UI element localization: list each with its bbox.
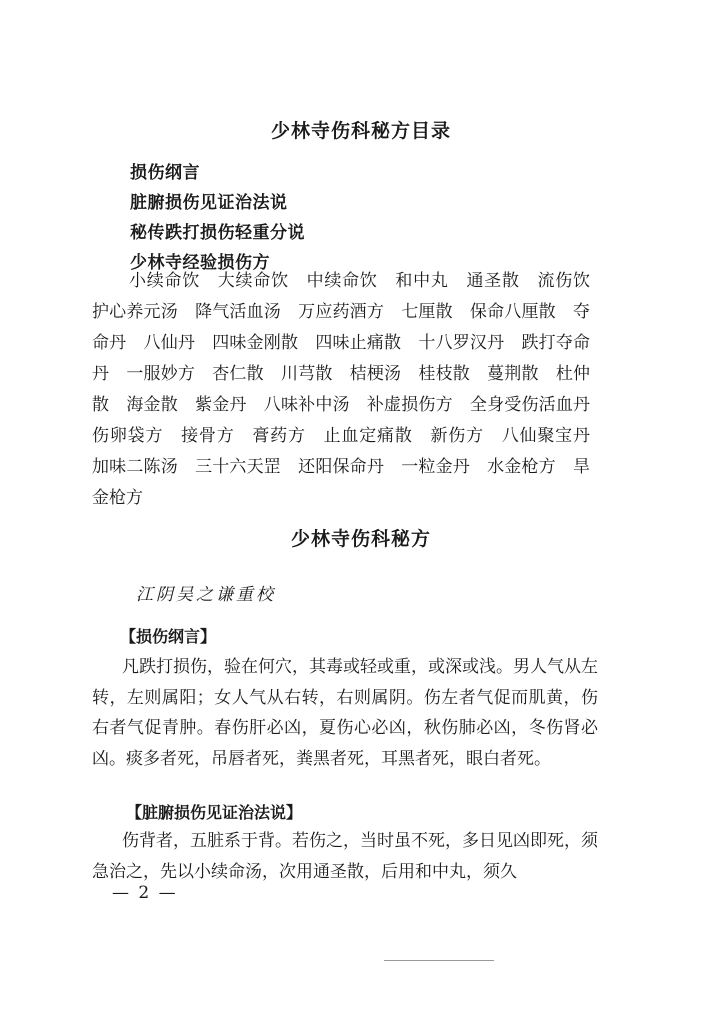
section-text-organ-injury: 伤背者，五脏系于背。若伤之，当时虽不死，多日见凶即死，须急治之，先以小续命汤，次用通圣散，后用和中丸，须久: [92, 831, 598, 882]
toc-heading-4: 少林寺经验损伤方: [130, 253, 270, 273]
toc-heading-3: 秘传跌打损伤轻重分说: [130, 223, 305, 243]
toc-heading-2: 脏腑损伤见证治法说: [130, 193, 288, 213]
toc-title: 少林寺伤科秘方目录: [270, 120, 451, 142]
main-title: 少林寺伤科秘方: [290, 528, 431, 550]
section-heading-organ-injury: 【脏腑损伤见证治法说】: [126, 803, 303, 822]
bottom-divider: [384, 960, 494, 961]
section-heading-injury-outline: 【损伤纲言】: [120, 627, 217, 646]
toc-heading-1: 损伤纲言: [130, 163, 200, 183]
section-text-injury-outline: 凡跌打损伤，验在何穴，其毒或轻或重，或深或浅。男人气从左转，左则属阳；女人气从右转，右则属阴。伤左者气促而肌黄，伤右者气促青肿。春伤肝必凶，夏伤心必凶，秋伤肺必凶，冬伤肾必凶。痰多者死，吊唇者死，粪黑者死，耳黑者死，眼白者死。: [92, 657, 598, 769]
toc-prescription-list: 小续命饮 大续命饮 中续命饮 和中丸 通圣散 流伤饮 护心养元汤 降气活血汤 万应药酒方 七厘散 保命八厘散 夺命丹 八仙丹 四味金刚散 四味止痛散 十八罗汉丹 跌打夺命丹 一服妙方 杏仁散 川芎散 桔梗汤 桂枝散 蔓荆散 杜仲散 海金散 紫金丹 八味补中汤 补虚损伤方 全身受伤活血丹 伤卵袋方 接骨方 膏药方 止血定痛散 新伤方 八仙聚宝丹 加味二陈汤 三十六天罡 还阳保命丹 一粒金丹 水金枪方 旱金枪方: [92, 271, 607, 508]
collator-line: 江阴吴之谦重校: [136, 585, 276, 605]
page-number: — 2 —: [112, 883, 178, 903]
